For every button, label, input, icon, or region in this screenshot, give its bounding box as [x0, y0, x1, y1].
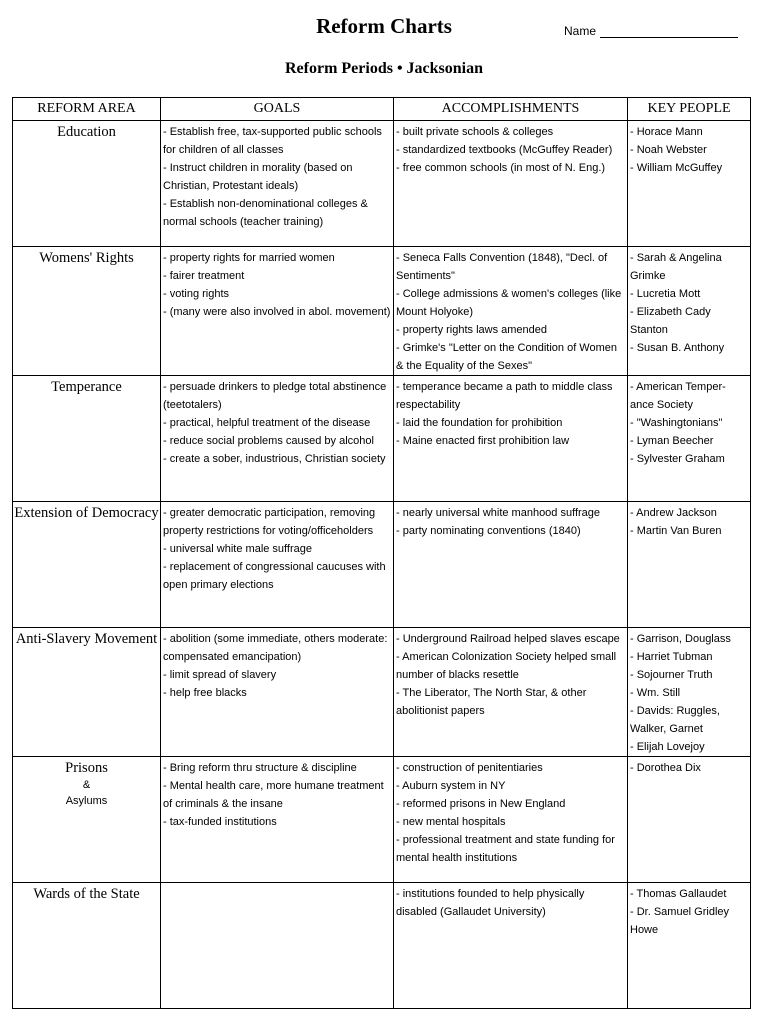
reform-area-sublabel: Asylums [65, 795, 108, 807]
goals-cell [161, 121, 394, 247]
list-item: - Establish non-denominational colleges & normal schools (teacher training) [163, 198, 368, 228]
list-item: - Mental health care, more humane treatment of criminals & the insane [163, 780, 384, 810]
list-item: - Instruct children in morality (based on Christian, Protestant ideals) [163, 162, 353, 192]
key-people-cell [628, 883, 751, 1009]
list-item: - William McGuffey [630, 162, 723, 174]
list-item: - Sylvester Graham [630, 453, 725, 465]
list-item: - reduce social problems caused by alcohol [163, 435, 374, 447]
list-item: - Grimke's "Letter on the Condition of Women & the Equality of the Sexes" [396, 342, 618, 372]
accomplishments-cell [394, 757, 628, 883]
key-people-cell [628, 247, 751, 376]
accomplishments-cell [394, 376, 628, 502]
list-item: - Sojourner Truth [630, 669, 713, 681]
reform-area-cell [13, 502, 161, 628]
list-item: - Maine enacted first prohibition law [396, 435, 570, 447]
list-item: - Underground Railroad helped slaves escape [396, 633, 620, 645]
list-item: - fairer treatment [163, 270, 245, 282]
list-item: - nearly universal white manhood suffrage [396, 507, 601, 519]
list-item: - Lyman Beecher [630, 435, 714, 447]
list-item: - laid the foundation for prohibition [396, 417, 563, 429]
key-people-cell [628, 757, 751, 883]
table-row [13, 376, 751, 502]
list-item: - Andrew Jackson [630, 507, 717, 519]
list-item: - Sarah & Angelina Grimke [630, 252, 722, 282]
list-item: - The Liberator, The North Star, & other abolitionist papers [396, 687, 587, 717]
list-item: - construction of penitentiaries [396, 762, 543, 774]
reform-area-label: Anti-Slavery Movement [15, 631, 158, 647]
list-item: - Lucretia Mott [630, 288, 701, 300]
reform-area-cell [13, 376, 161, 502]
goals-cell [161, 376, 394, 502]
table-row [13, 628, 751, 757]
accomplishments-cell [394, 502, 628, 628]
list-item: - Susan B. Anthony [630, 342, 725, 354]
name-label: Name [564, 24, 597, 38]
list-item: - American Temper-ance Society [630, 381, 726, 411]
table-row [13, 247, 751, 376]
column-header-goals: GOALS [161, 98, 394, 121]
reform-area-label: Womens' Rights [39, 250, 134, 266]
accomplishments-cell [394, 247, 628, 376]
list-item: - Seneca Falls Convention (1848), "Decl. of Sentiments" [396, 252, 608, 282]
reform-area-cell [13, 757, 161, 883]
list-item: - American Colonization Society helped small number of blacks resettle [396, 651, 617, 681]
column-header-reform-area: REFORM AREA [13, 98, 161, 121]
list-item: - institutions founded to help physically disabled (Gallaudet University) [396, 888, 585, 918]
list-item: - professional treatment and state funding for mental health institutions [396, 834, 615, 864]
page-title: Reform Charts [316, 14, 452, 38]
accomplishments-cell [394, 883, 628, 1009]
goals-cell [161, 628, 394, 757]
list-item: - Garrison, Douglass [630, 633, 731, 645]
list-item: - Dr. Samuel Gridley Howe [630, 906, 730, 936]
list-item: - create a sober, industrious, Christian society [163, 453, 386, 465]
list-item: - temperance became a path to middle class respectability [396, 381, 613, 411]
list-item: - built private schools & colleges [396, 126, 554, 138]
list-item: - Davids: Ruggles, Walker, Garnet [630, 705, 720, 735]
key-people-cell [628, 628, 751, 757]
list-item: - limit spread of slavery [163, 669, 277, 681]
goals-cell [161, 757, 394, 883]
list-item: - property rights for married women [163, 252, 335, 264]
reform-area-label: Wards of the State [33, 886, 140, 902]
list-item: - "Washingtonians" [630, 417, 723, 429]
list-item: - replacement of congressional caucuses with open primary elections [163, 561, 386, 591]
name-blank-line[interactable] [600, 25, 738, 38]
list-item: - persuade drinkers to pledge total abstinence (teetotalers) [163, 381, 387, 411]
list-item: - party nominating conventions (1840) [396, 525, 581, 537]
list-item: - Establish free, tax-supported public schools for children of all classes [163, 126, 382, 156]
list-item: - Dorothea Dix [630, 762, 701, 774]
list-item: - practical, helpful treatment of the disease [163, 417, 371, 429]
list-item: - help free blacks [163, 687, 247, 699]
reform-area-label: Education [57, 124, 116, 140]
list-item: - Noah Webster [630, 144, 707, 156]
accomplishments-cell [394, 121, 628, 247]
list-item: - Thomas Gallaudet [630, 888, 727, 900]
goals-cell [161, 247, 394, 376]
table-row [13, 757, 751, 883]
column-header-key-people: KEY PEOPLE [628, 98, 751, 121]
page-subtitle: Reform Periods • Jacksonian [284, 60, 484, 77]
reform-area-cell [13, 121, 161, 247]
list-item: - voting rights [163, 288, 230, 300]
key-people-cell [628, 376, 751, 502]
reform-area-label: Prisons [65, 760, 108, 776]
list-item: - Horace Mann [630, 126, 703, 138]
key-people-cell [628, 502, 751, 628]
reform-area-label: Temperance [51, 379, 122, 395]
list-item: - universal white male suffrage [163, 543, 312, 555]
table-row [13, 883, 751, 1009]
list-item: - tax-funded institutions [163, 816, 277, 828]
list-item: - reformed prisons in New England [396, 798, 566, 810]
list-item: - standardized textbooks (McGuffey Reader) [396, 144, 613, 156]
list-item: - Wm. Still [630, 687, 681, 699]
list-item: - abolition (some immediate, others moderate: compensated emancipation) [163, 633, 388, 663]
list-item: - Bring reform thru structure & discipline [163, 762, 357, 774]
list-item: - greater democratic participation, removing property restrictions for voting/officeholders [163, 507, 376, 537]
list-item: - Auburn system in NY [396, 780, 506, 792]
table-header-row [13, 98, 751, 121]
reform-area-cell [13, 247, 161, 376]
goals-cell [161, 502, 394, 628]
list-item: - College admissions & women's colleges (like Mount Holyoke) [396, 288, 622, 318]
reform-area-ampersand: & [82, 779, 91, 791]
name-field [564, 24, 738, 38]
list-item: - Harriet Tubman [630, 651, 713, 663]
reform-area-cell [13, 628, 161, 757]
table-row [13, 121, 751, 247]
reform-area-label: Extension of Democracy [14, 505, 159, 521]
reform-area-cell [13, 883, 161, 1009]
list-item: - free common schools (in most of N. Eng.) [396, 162, 606, 174]
list-item: - Elijah Lovejoy [630, 741, 705, 753]
accomplishments-cell [394, 628, 628, 757]
table-row [13, 502, 751, 628]
list-item: - Martin Van Buren [630, 525, 722, 537]
goals-cell [161, 883, 394, 1009]
list-item: - new mental hospitals [396, 816, 506, 828]
reform-table [12, 97, 751, 1009]
column-header-accomplishments: ACCOMPLISHMENTS [394, 98, 628, 121]
key-people-cell [628, 121, 751, 247]
list-item: - (many were also involved in abol. movement) [163, 306, 391, 318]
list-item: - property rights laws amended [396, 324, 548, 336]
list-item: - Elizabeth Cady Stanton [630, 306, 711, 336]
